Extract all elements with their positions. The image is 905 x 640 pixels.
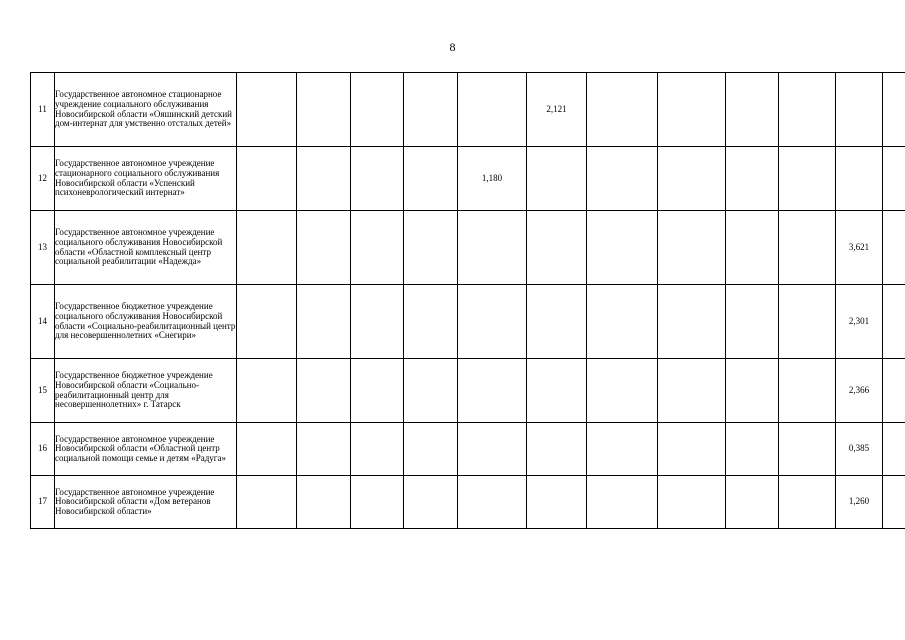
value-cell [404, 147, 458, 211]
value-cell [883, 211, 905, 285]
value-cell [587, 476, 658, 529]
value-cell [836, 147, 883, 211]
value-cell [658, 147, 726, 211]
value-cell [587, 147, 658, 211]
row-number-cell: 16 [31, 423, 55, 476]
value-cell [527, 285, 587, 359]
value-cell [404, 285, 458, 359]
value-cell [587, 73, 658, 147]
value-cell [527, 147, 587, 211]
value-cell [658, 359, 726, 423]
value-cell [458, 359, 527, 423]
value-cell [237, 211, 297, 285]
page-number: 8 [449, 40, 456, 54]
value-cell [527, 423, 587, 476]
value-cell [351, 476, 404, 529]
value-cell [404, 476, 458, 529]
row-number-cell: 17 [31, 476, 55, 529]
value-cell [779, 359, 836, 423]
value-cell [726, 423, 779, 476]
value-cell [658, 73, 726, 147]
value-cell [458, 211, 527, 285]
value-cell [458, 423, 527, 476]
table-row [31, 476, 905, 529]
institution-name-cell: Государственное автономное учреждение Новосибирской области «Областной центр социальной помощи семье и детям «Радуга» [55, 423, 237, 476]
value-cell [297, 476, 351, 529]
table-row [31, 285, 905, 359]
table-row [31, 147, 905, 211]
table-row [31, 73, 905, 147]
value-cell [297, 423, 351, 476]
value-cell [883, 359, 905, 423]
value-cell [527, 211, 587, 285]
value-cell [351, 285, 404, 359]
value-cell [883, 147, 905, 211]
value-cell [883, 285, 905, 359]
value-cell [527, 359, 587, 423]
value-cell [351, 423, 404, 476]
institution-name-cell: Государственное бюджетное учреждение Новосибирской области «Социально-реабилитационный центр для несовершеннолетних» г. Татарск [55, 359, 237, 423]
value-cell [237, 476, 297, 529]
value-cell [237, 73, 297, 147]
value-cell [458, 73, 527, 147]
institution-name-cell: Государственное автономное учреждение стационарного социального обслуживания Новосибирской области «Успенский психоневрологический интернат» [55, 147, 237, 211]
value-cell [726, 211, 779, 285]
institution-name-cell: Государственное автономное учреждение Новосибирской области «Дом ветеранов Новосибирской области» [55, 476, 237, 529]
value-cell [658, 476, 726, 529]
value-cell [658, 423, 726, 476]
value-cell: 2,121 [527, 73, 587, 147]
row-number-cell: 14 [31, 285, 55, 359]
value-cell [726, 285, 779, 359]
value-cell: 1,180 [458, 147, 527, 211]
value-cell [351, 359, 404, 423]
value-cell [658, 211, 726, 285]
value-cell: 3,621 [836, 211, 883, 285]
value-cell [587, 285, 658, 359]
value-cell [404, 211, 458, 285]
table-row [31, 359, 905, 423]
value-cell: 2,366 [836, 359, 883, 423]
value-cell [779, 73, 836, 147]
value-cell [404, 359, 458, 423]
row-number-cell: 13 [31, 211, 55, 285]
value-cell [883, 423, 905, 476]
value-cell [779, 285, 836, 359]
institution-name-cell: Государственное автономное стационарное учреждение социального обслуживания Новосибирской области «Ояшинский детский дом-интернат для умственно отсталых детей» [55, 73, 237, 147]
institution-name-cell: Государственное автономное учреждение социального обслуживания Новосибирской области «Областной комплексный центр социальной реабилитации «Надежда» [55, 211, 237, 285]
value-cell: 2,301 [836, 285, 883, 359]
table-row [31, 211, 905, 285]
value-cell [779, 211, 836, 285]
value-cell [237, 359, 297, 423]
value-cell [297, 211, 351, 285]
value-cell [726, 73, 779, 147]
value-cell [883, 476, 905, 529]
value-cell [458, 285, 527, 359]
row-number-cell: 11 [31, 73, 55, 147]
value-cell [351, 211, 404, 285]
value-cell [587, 211, 658, 285]
value-cell [726, 476, 779, 529]
value-cell [883, 73, 905, 147]
value-cell [726, 359, 779, 423]
value-cell [404, 73, 458, 147]
value-cell [351, 73, 404, 147]
value-cell [658, 285, 726, 359]
value-cell [237, 147, 297, 211]
row-number-cell: 12 [31, 147, 55, 211]
value-cell: 0,385 [836, 423, 883, 476]
value-cell [726, 147, 779, 211]
value-cell [587, 359, 658, 423]
institution-name-cell: Государственное бюджетное учреждение социального обслуживания Новосибирской области «Социально-реабилитационный центр для несовершеннолетних «Снегири» [55, 285, 237, 359]
value-cell [297, 73, 351, 147]
value-cell [779, 423, 836, 476]
table-row [31, 423, 905, 476]
value-cell [458, 476, 527, 529]
value-cell [297, 147, 351, 211]
value-cell [779, 476, 836, 529]
row-number-cell: 15 [31, 359, 55, 423]
value-cell [836, 73, 883, 147]
value-cell [297, 359, 351, 423]
value-cell [297, 285, 351, 359]
value-cell [351, 147, 404, 211]
value-cell: 1,260 [836, 476, 883, 529]
institutions-table [30, 72, 905, 529]
value-cell [404, 423, 458, 476]
value-cell [237, 285, 297, 359]
value-cell [779, 147, 836, 211]
value-cell [587, 423, 658, 476]
value-cell [237, 423, 297, 476]
value-cell [527, 476, 587, 529]
